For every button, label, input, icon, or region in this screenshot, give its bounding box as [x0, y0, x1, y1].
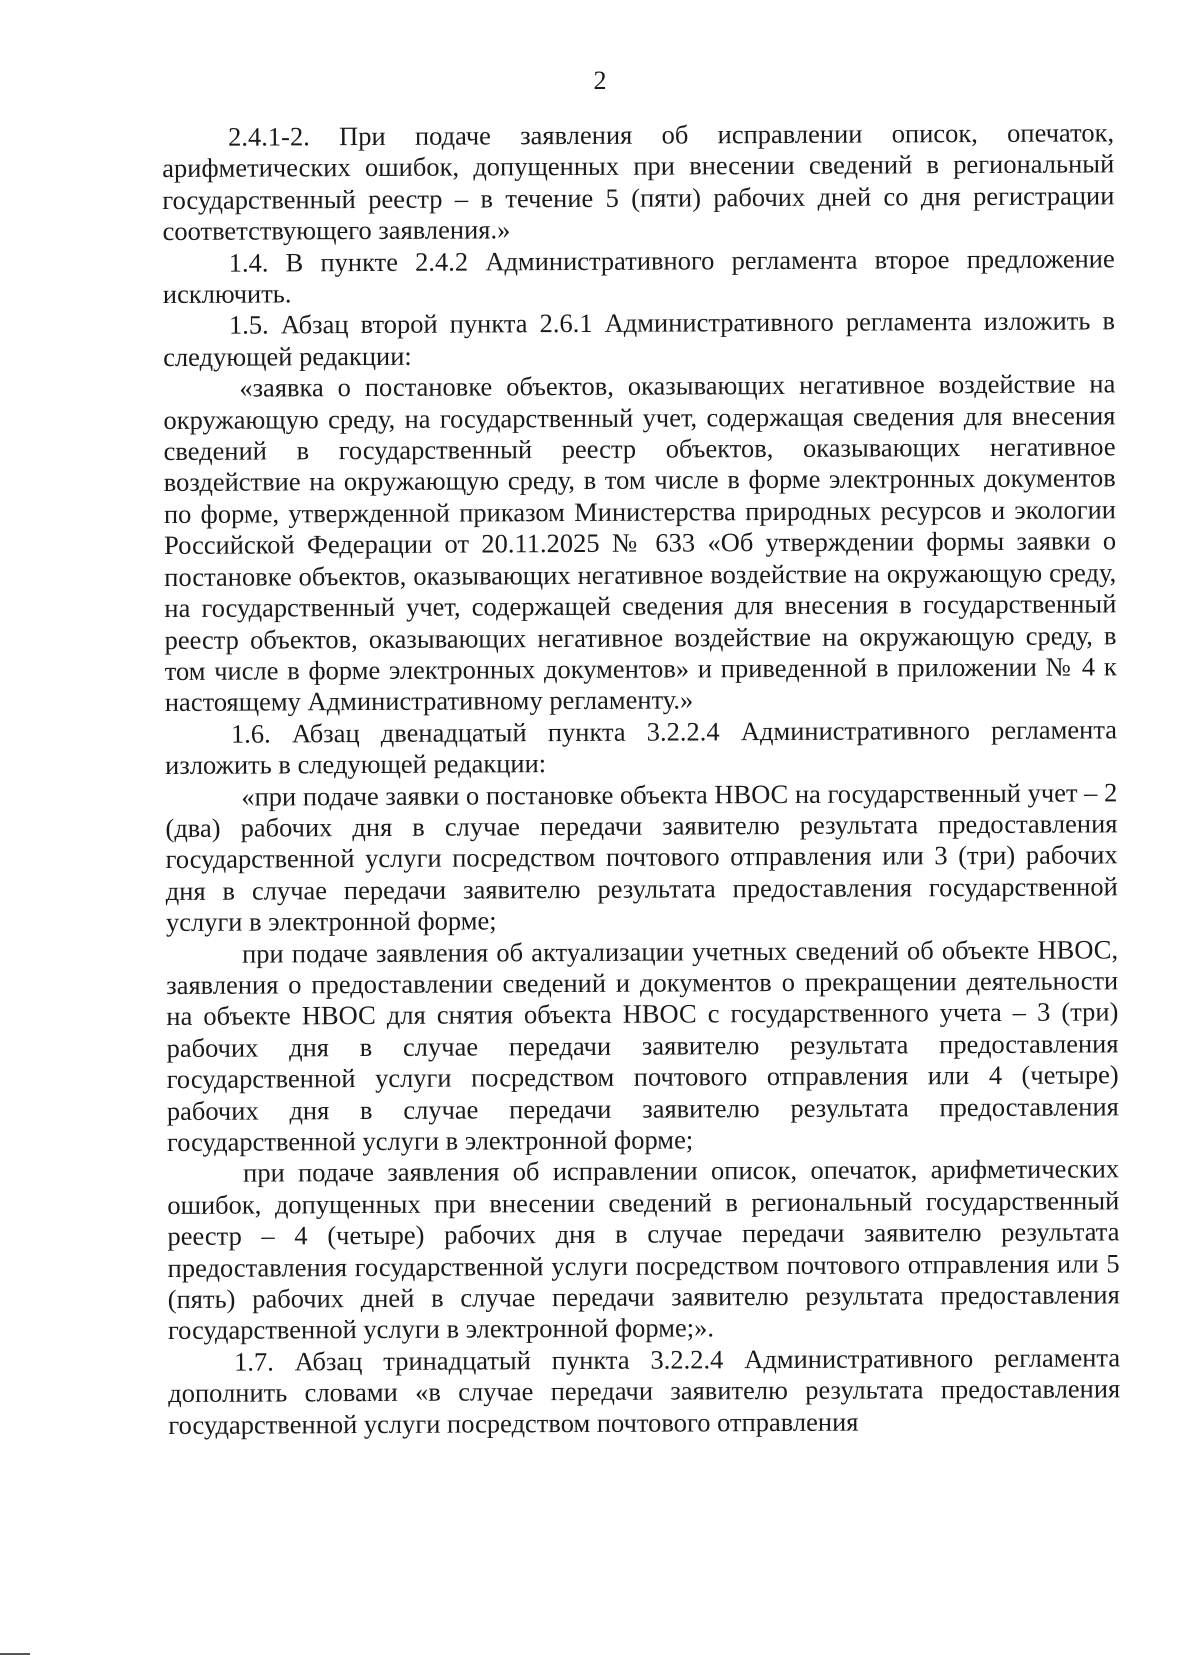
page-number: 2 — [593, 66, 607, 95]
paragraph-2-4-1-2: 2.4.1-2. При подаче заявления об исправлении описок, опечаток, арифметических ошибок, допущенных при внесении сведений в региональный государственный реестр – в течение 5 (пяти) рабочих дней со дня регистрации соответствующего заявления.» — [162, 117, 1115, 247]
paragraph-1-7: 1.7. Абзац тринадцатый пункта 3.2.2.4 Административного регламента дополнить словами «в случае передачи заявителю результата предоставления государственной услуги посредством почтового отправления — [168, 1342, 1121, 1440]
paragraph-1-5: 1.5. Абзац второй пункта 2.6.1 Административного регламента изложить в следующей редакции: — [163, 305, 1116, 372]
quoted-paragraph-actualization: при подаче заявления об актуализации учетных сведений об объекте НВОС, заявления о предоставлении сведений и документов о прекращении деятельности на объекте НВОС для снятия объекта НВОС с государственного учета – 3 (три) рабочих дня в случае передачи заявителю результата предоставления государственной услуги посредством почтового отправления или 4 (четыре) рабочих дня в случае передачи заявителю результата предоставления государственной услуги в электронной форме; — [166, 933, 1119, 1157]
document-body — [162, 117, 1120, 1441]
quoted-paragraph-application: «заявка о постановке объектов, оказывающих негативное воздействие на окружающую среду, на государственный учет, содержащая сведения для внесения сведений в государственный реестр объектов, оказывающих негативное воздействие на окружающую среду, в том числе в форме электронных документов по форме, утвержденной приказом Министерства природных ресурсов и экологии Российской Федерации от 20.11.2025 № 633 «Об утверждении формы заявки о постановке объектов, оказывающих негативное воздействие на окружающую среду, на государственный учет, содержащей сведения для внесения в государственный реестр объектов, оказывающих негативное воздействие на окружающую среду, в том числе в форме электронных документов» и приведенной в приложении № 4 к настоящему Административному регламенту.» — [163, 368, 1117, 718]
quoted-paragraph-registration: «при подаче заявки о постановке объекта НВОС на государственный учет – 2 (два) рабочих дня в случае передачи заявителю результата предоставления государственной услуги посредством почтового отправления или 3 (три) рабочих дня в случае передачи заявителю результата предоставления государственной услуги в электронной форме; — [165, 776, 1118, 938]
quoted-paragraph-corrections: при подаче заявления об исправлении описок, опечаток, арифметических ошибок, допущенных при внесении сведений в региональный государственный реестр – 4 (четыре) рабочих дня в случае передачи заявителю результата предоставления государственной услуги посредством почтового отправления или 5 (пять) рабочих дней в случае передачи заявителю результата предоставления государственной услуги в электронной форме;». — [167, 1153, 1120, 1346]
paragraph-1-4: 1.4. В пункте 2.4.2 Административного регламента второе предложение исключить. — [162, 242, 1115, 310]
paragraph-1-6: 1.6. Абзац двенадцатый пункта 3.2.2.4 Административного регламента изложить в следующей редакции: — [165, 714, 1118, 781]
